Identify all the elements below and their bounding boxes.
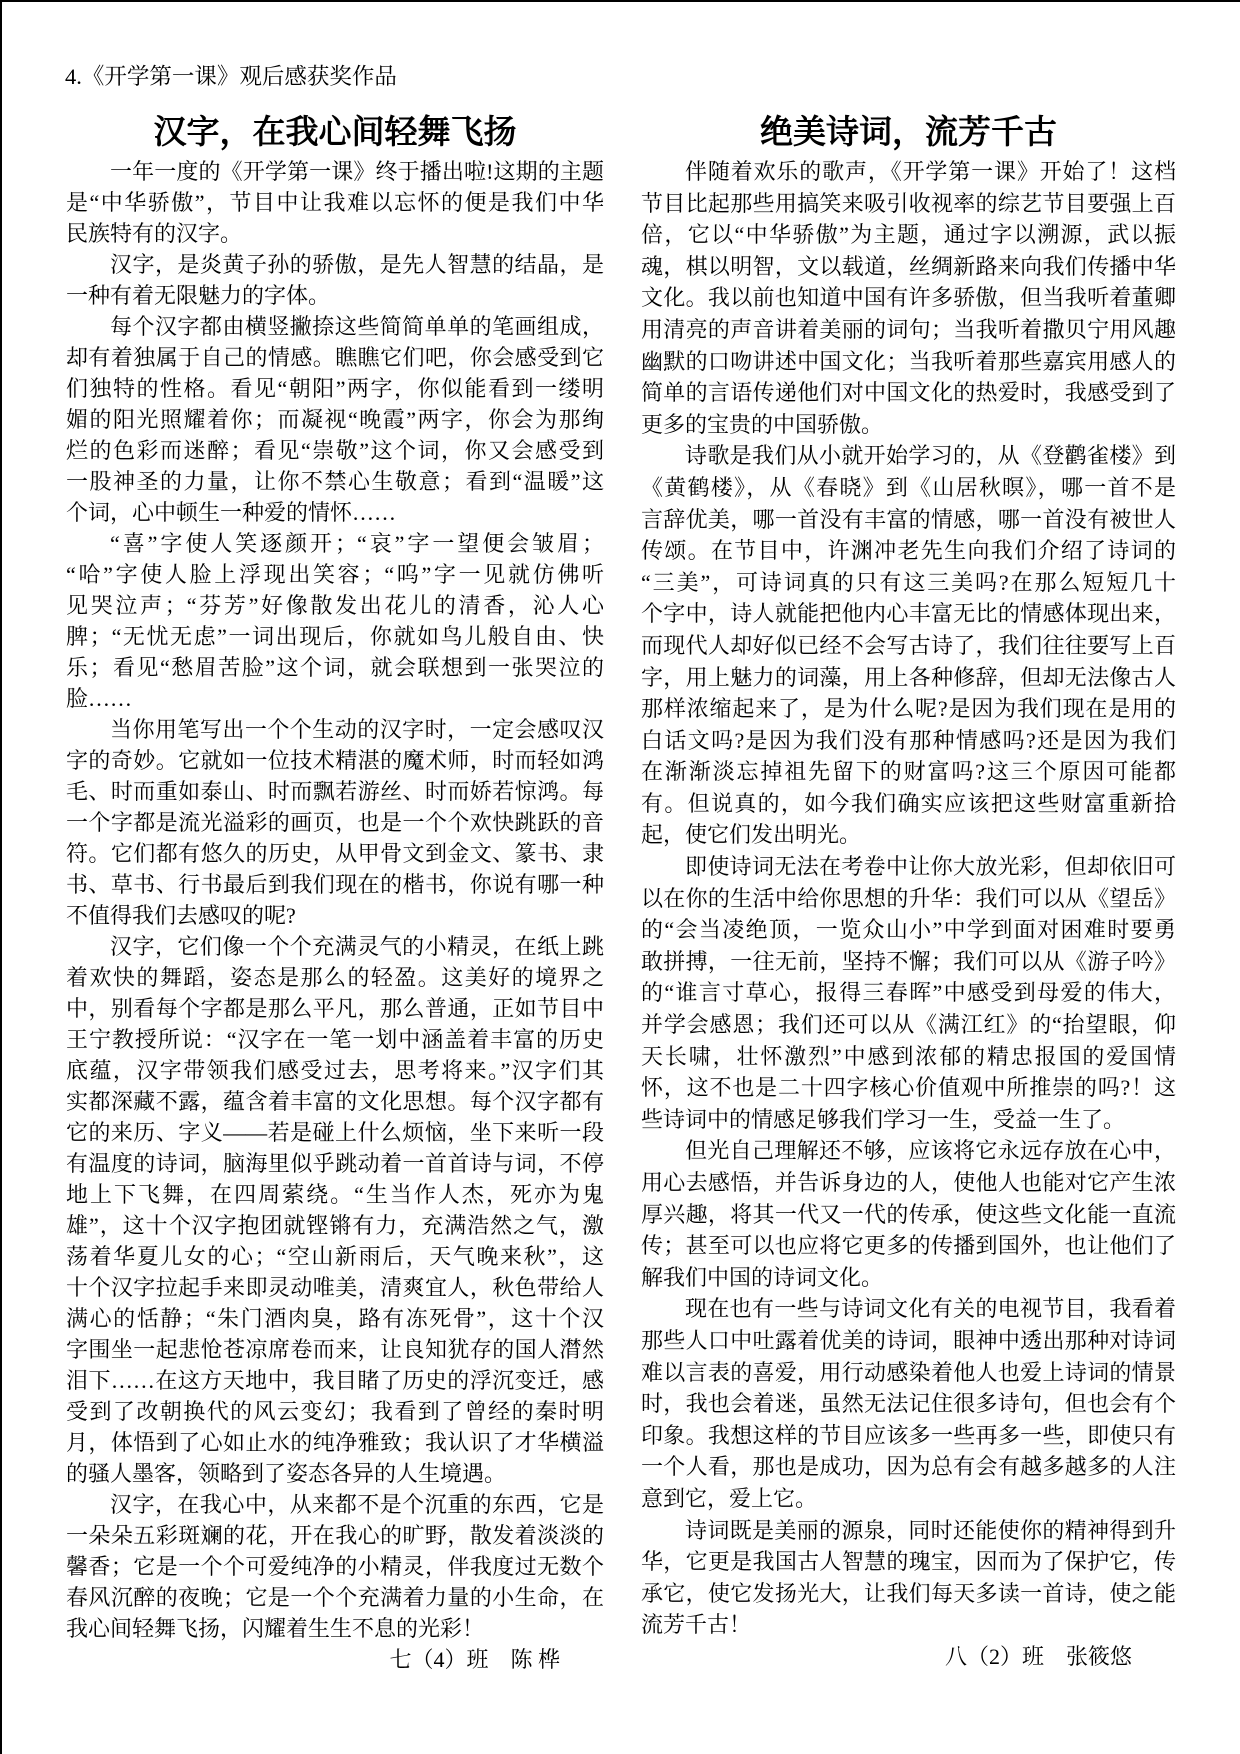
text-line: 媚的阳光照耀着你；而凝视“晚霞”两字，你会为那绚 [66, 407, 604, 432]
text-line: 汉字，在我心中，从来都不是个沉重的东西，它是 [110, 1492, 604, 1517]
text-line: 荡着华夏儿女的心；“空山新雨后，天气晚来秋”，这 [66, 1244, 604, 1269]
text-line: 汉字，是炎黄子孙的骄傲，是先人智慧的结晶，是 [110, 252, 604, 277]
text-line: 意到它，爱上它。 [641, 1485, 818, 1511]
text-line: 华，它更是我国古人智慧的瑰宝，因而为了保护它，传 [641, 1549, 1176, 1575]
text-line: 见哭泣声；“芬芳”好像散发出花儿的清香，沁人心 [66, 593, 604, 618]
text-line: 诗词既是美丽的源泉，同时还能使你的精神得到升 [685, 1517, 1176, 1543]
text-line: 字围坐一起悲怆苍凉席卷而来，让良知犹存的国人潸然 [66, 1337, 604, 1362]
text-line: 并学会感恩；我们还可以从《满江红》的“抬望眼，仰 [641, 1012, 1176, 1038]
text-line: 的“会当凌绝顶，一览众山小”中学到面对困难时要勇 [641, 917, 1176, 943]
text-line: 当你用笔写出一个个生动的汉字时，一定会感叹汉 [110, 717, 604, 742]
article-right [641, 0, 1176, 1754]
text-line: “哈”字使人脸上浮现出笑容；“呜”字一见就仿佛听 [66, 562, 604, 587]
paragraph [641, 1515, 1176, 1641]
text-line: 白话文吗?是因为我们没有那种情感吗?还是因为我们 [641, 727, 1176, 753]
text-line: 字，用上魅力的词藻，用上各种修辞，但却无法像古人 [641, 664, 1176, 690]
text-line: 民族特有的汉字。 [66, 221, 243, 246]
text-line: 字的奇妙。它就如一位技术精湛的魔术师，时而轻如鸿 [66, 748, 604, 773]
text-line: 诗歌是我们从小就开始学习的，从《登鹳雀楼》到 [685, 443, 1176, 469]
text-line: 一个人看，那也是成功，因为总有会有越多越多的人注 [641, 1454, 1176, 1480]
text-line: 脾；“无忧无虑”一词出现后，你就如鸟儿般自由、快 [66, 624, 604, 649]
text-line: 那些人口中吐露着优美的诗词，眼神中透出那种对诗词 [641, 1327, 1176, 1353]
text-line: 底蕴，汉字带领我们感受过去，思考将来。”汉字们其 [66, 1058, 604, 1083]
text-line: 的骚人墨客，领略到了姿态各异的人生境遇。 [66, 1461, 507, 1486]
text-line: 一股神圣的力量，让你不禁心生敬意；看到“温暖”这 [66, 469, 604, 494]
text-line: 着欢快的舞蹈，姿态是那么的轻盈。这美好的境界之 [66, 965, 604, 990]
text-line: 有。但说真的，如今我们确实应该把这些财富重新拾 [641, 790, 1176, 816]
text-line: 春风沉醉的夜晚；它是一个个充满着力量的小生命，在 [66, 1585, 604, 1610]
paragraph [66, 249, 604, 311]
text-line: 每个汉字都由横竖撇捺这些简简单单的笔画组成， [110, 314, 604, 339]
text-line: 文化。我以前也知道中国有许多骄傲，但当我听着董卿 [641, 285, 1176, 311]
text-line: 汉字，它们像一个个充满灵气的小精灵，在纸上跳 [110, 934, 604, 959]
text-line: 馨香；它是一个个可爱纯净的小精灵，伴我度过无数个 [66, 1554, 604, 1579]
text-line: 在渐渐淡忘掉祖先留下的财富吗?这三个原因可能都 [641, 759, 1176, 785]
author-byline: 八（2）班 张筱悠 [944, 1643, 1132, 1669]
text-line: 幽默的口吻讲述中国文化；当我听着那些嘉宾用感人的 [641, 348, 1176, 374]
text-line: 敢拼搏，一往无前，坚持不懈；我们可以从《游子吟》 [641, 948, 1176, 974]
paragraph [66, 156, 604, 249]
paragraph [641, 156, 1176, 440]
text-line: 传；甚至可以也应将它更多的传播到国外，也让他们了 [641, 1233, 1176, 1259]
text-line: 雄”，这十个汉字抱团就铿锵有力，充满浩然之气，激 [66, 1213, 604, 1238]
text-line: 受到了改朝换代的风云变幻；我看到了曾经的秦时明 [66, 1399, 604, 1424]
text-line: 符。它们都有悠久的历史，从甲骨文到金文、篆书、隶 [66, 841, 604, 866]
text-line: 传颂。在节目中，许渊冲老先生向我们介绍了诗词的 [641, 538, 1176, 564]
text-line: 实都深藏不露，蕴含着丰富的文化思想。每个汉字都有 [66, 1089, 604, 1114]
text-line: 言辞优美，哪一首没有丰富的情感，哪一首没有被世人 [641, 506, 1176, 532]
text-line: 乐；看见“愁眉苦脸”这个词，就会联想到一张哭泣的 [66, 655, 604, 680]
text-line: 印象。我想这样的节目应该多一些再多一些，即使只有 [641, 1422, 1176, 1448]
paragraph [641, 440, 1176, 851]
text-line: 一种有着无限魅力的字体。 [66, 283, 331, 308]
text-line: 却有着独属于自己的情感。瞧瞧它们吧，你会感受到它 [66, 345, 604, 370]
article-left [66, 0, 604, 1754]
text-line: 怀，这不也是二十四字核心价值观中所推崇的吗?！这 [641, 1075, 1176, 1101]
article-title: 汉字，在我心间轻舞飞扬 [153, 115, 517, 151]
text-line: “三美”，可诗词真的只有这三美吗?在那么短短几十 [641, 569, 1176, 595]
text-line: 是“中华骄傲”，节目中让我难以忘怀的便是我们中华 [66, 190, 604, 215]
section-heading: 4.《开学第一课》观后感获奖作品 [65, 64, 397, 89]
text-line: 用心去感悟，并告诉身边的人，使他人也能对它产生浓 [641, 1170, 1176, 1195]
text-line: 但光自己理解还不够，应该将它永远存放在心中， [685, 1138, 1176, 1164]
author-byline: 七（4）班 陈 桦 [389, 1647, 560, 1672]
text-line: 毛、时而重如泰山、时而飘若游丝、时而娇若惊鸿。每 [66, 779, 604, 804]
text-line: 个词，心中顿生一种爱的情怀…… [66, 500, 397, 525]
text-line: 难以言表的喜爱，用行动感染着他人也爱上诗词的情景 [641, 1359, 1176, 1385]
text-line: 厚兴趣，将其一代又一代的传承，使这些文化能一直流 [641, 1201, 1176, 1227]
text-line: “喜”字使人笑逐颜开；“哀”字一望便会皱眉； [110, 531, 604, 556]
text-line: 它的来历、字义——若是碰上什么烦恼，坐下来听一段 [66, 1120, 604, 1145]
text-line: 泪下……在这方天地中，我目睹了历史的浮沉变迁，感 [66, 1368, 604, 1393]
text-line: 们独特的性格。看见“朝阳”两字，你似能看到一缕明 [66, 376, 604, 401]
text-line: 烂的色彩而迷醉；看见“崇敬”这个词，你又会感受到 [66, 438, 604, 463]
article-title: 绝美诗词，流芳千古 [760, 115, 1057, 151]
text-line: 不值得我们去感叹的呢? [66, 903, 296, 928]
text-line: 一年一度的《开学第一课》终于播出啦!这期的主题 [110, 159, 604, 184]
text-line: 一朵朵五彩斑斓的花，开在我心的旷野，散发着淡淡的 [66, 1523, 604, 1548]
paragraph [641, 1135, 1176, 1293]
text-line: 地上下飞舞，在四周萦绕。“生当作人杰，死亦为鬼 [66, 1182, 604, 1207]
text-line: 十个汉字拉起手来即灵动唯美，清爽宜人，秋色带给人 [66, 1275, 604, 1300]
text-line: 《黄鹤楼》，从《春晓》到《山居秋暝》，哪一首不是 [641, 474, 1176, 500]
paragraph [66, 714, 604, 931]
text-line: 即使诗词无法在考卷中让你大放光彩，但却依旧可 [685, 854, 1176, 880]
article-body [66, 156, 604, 1675]
text-line: 有温度的诗词，脑海里似乎跳动着一首首诗与词，不停 [66, 1151, 604, 1176]
text-line: 承它，使它发扬光大，让我们每天多读一首诗，使之能 [641, 1580, 1176, 1606]
text-line: 书、草书、行书最后到我们现在的楷书，你说有哪一种 [66, 872, 604, 897]
text-line: 解我们中国的诗词文化。 [641, 1264, 884, 1290]
text-line: 起，使它们发出明光。 [641, 822, 862, 848]
text-line: 节目比起那些用搞笑来吸引收视率的综艺节目要强上百 [641, 190, 1176, 216]
text-line: 个字中，诗人就能把他内心丰富无比的情感体现出来， [641, 601, 1176, 627]
text-line: 满心的恬静；“朱门酒肉臭，路有冻死骨”，这十个汉 [66, 1306, 604, 1331]
text-line: 王宁教授所说：“汉字在一笔一划中涵盖着丰富的历史 [66, 1027, 604, 1052]
paragraph [66, 931, 604, 1489]
text-line: 以在你的生活中给你思想的升华：我们可以从《望岳》 [641, 885, 1176, 911]
text-line: 伴随着欢乐的歌声，《开学第一课》开始了！这档 [685, 159, 1176, 184]
paragraph [641, 1293, 1176, 1514]
text-line: 些诗词中的情感足够我们学习一生，受益一生了。 [641, 1106, 1126, 1132]
text-line: 时，我也会着迷，虽然无法记住很多诗句，但也会有个 [641, 1391, 1176, 1417]
text-line: 月，体悟到了心如止水的纯净雅致；我认识了才华横溢 [66, 1430, 604, 1455]
text-line: 而现代人却好似已经不会写古诗了，我们往往要写上百 [641, 632, 1176, 658]
text-line: 倍，它以“中华骄傲”为主题，通过字以溯源，武以振 [641, 222, 1176, 248]
text-line: 一个字都是流光溢彩的画页，也是一个个欢快跳跃的音 [66, 810, 604, 835]
paragraph [66, 528, 604, 714]
paragraph [641, 851, 1176, 1135]
text-line: 现在也有一些与诗词文化有关的电视节目，我看着 [685, 1296, 1176, 1322]
text-line: 的“谁言寸草心，报得三春晖”中感受到母爱的伟大， [641, 980, 1176, 1006]
text-line: 用清亮的声音讲着美丽的词句；当我听着撒贝宁用风趣 [641, 316, 1176, 342]
paragraph [66, 1489, 604, 1644]
text-line: 天长啸，壮怀激烈”中感到浓郁的精忠报国的爱国情 [641, 1043, 1176, 1069]
text-line: 魂，棋以明智，文以载道，丝绸新路来向我们传播中华 [641, 253, 1176, 279]
text-line: 简单的言语传递他们对中国文化的热爱时，我感受到了 [641, 380, 1176, 406]
text-line: 流芳千古！ [641, 1612, 752, 1638]
text-line: 我心间轻舞飞扬，闪耀着生生不息的光彩！ [66, 1616, 485, 1641]
text-line: 中，别看每个字都是那么平凡，那么普通，正如节目中 [66, 996, 604, 1021]
text-line: 更多的宝贵的中国骄傲。 [641, 411, 884, 437]
article-body [641, 156, 1176, 1673]
paragraph [66, 311, 604, 528]
text-line: 那样浓缩起来了，是为什么呢?是因为我们现在是用的 [641, 696, 1176, 722]
text-line: 脸…… [66, 686, 133, 711]
